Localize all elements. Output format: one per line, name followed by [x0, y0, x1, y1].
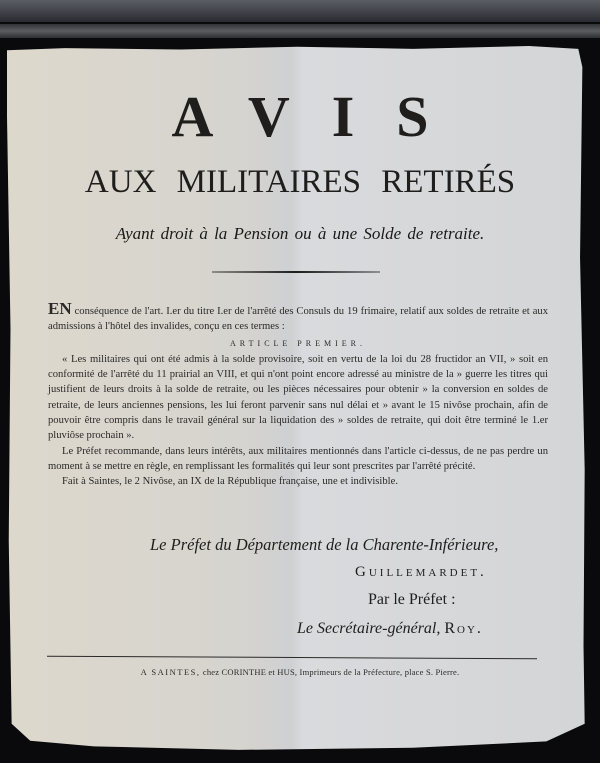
prefect-name: Guillemardet. [355, 564, 487, 580]
dated-paragraph: Fait à Saintes, le 2 Nivôse, an IX de la République française, une et indivisible. [62, 476, 398, 488]
footer-divider [47, 656, 537, 660]
article-text: « Les militaires qui ont été admis à la solde provisoire, soit en vertu de la loi du 28 fructidor an VII, » soit en conformité de l'arrêté du 11 prairial an VIII, et qui n'ont point encore adressé au ministre de la » guerre les titres qui justifient de leurs droits à la solde de retraite, ou les pièces nécessaires pour obtenir » la conversion en soldes de retraite, de leurs anciennes pensions, les lui feront parvenir sans nul délai et » avant le 15 nivôse prochain, afin de pouvoir être compris dans le travail général sur la liquidation des » soldes de retraite, qui doit être terminé le 1.er pluviôse prochain ». [48, 353, 548, 442]
article-heading: ARTICLE PREMIER. [230, 338, 366, 348]
printer-imprint [0, 667, 600, 677]
intro-dropcap: EN [48, 299, 72, 318]
secretary-name: Roy. [444, 620, 483, 637]
prefect-title: Le Préfet du Département de la Charente-Inférieure, [150, 535, 499, 554]
imprint-place: A SAINTES, [140, 667, 201, 677]
by-prefect: Par le Préfet : [368, 591, 456, 608]
secretary-signature [297, 620, 483, 638]
intro-paragraph [48, 301, 548, 335]
intro-text: conséquence de l'art. I.er du titre I.er de l'arrêté des Consuls du 19 frimaire, relatif aux soldes de retraite et aux admissions à l'hôtel des invalides, conçu en ces termes : [48, 306, 548, 333]
poster-tagline: Ayant droit à la Pension ou à une Solde de retraite. [115, 224, 485, 243]
poster-subtitle: AUX MILITAIRES RETIRÉS [84, 164, 516, 200]
poster-title: AVIS [171, 84, 471, 149]
imprint-text: chez CORINTHE et HUS, Imprimeurs de la Préfecture, place S. Pierre. [200, 667, 460, 677]
title-divider [212, 271, 380, 273]
secretary-title: Le Secrétaire-général, [297, 620, 441, 637]
poster-body [48, 301, 548, 490]
recommendation-paragraph: Le Préfet recommande, dans leurs intérêts, aux militaires mentionnés dans l'article ci-dessus, de ne pas perdre un moment à se mettre en règle, en remplissant les formalités qui leur sont prescrites par l'arrêté précité. [48, 445, 548, 472]
